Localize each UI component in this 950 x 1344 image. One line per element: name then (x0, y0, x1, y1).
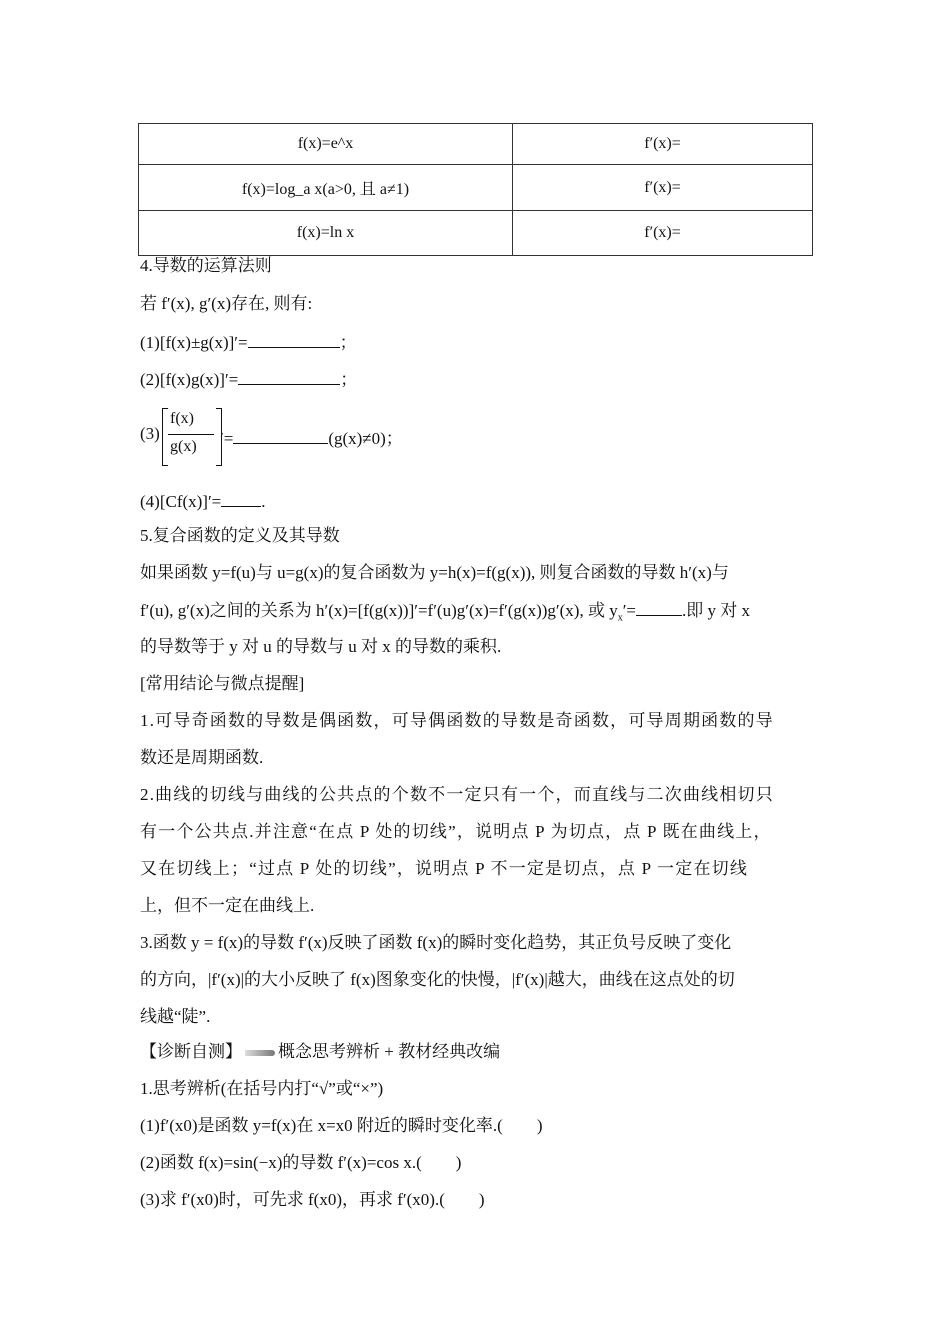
rule-2: (2)[f(x)g(x)]′= ； (140, 367, 357, 392)
table-row (139, 165, 813, 211)
rule-4: (4)[Cf(x)]′= . (140, 489, 266, 514)
rule-3-rest: ′= (g(x)≠0)； (220, 424, 403, 449)
common-p1-line-2: 数还是周期函数. (140, 748, 264, 767)
left-bracket (162, 408, 168, 466)
arrow-right-icon (245, 1050, 275, 1056)
answer-blank[interactable] (233, 426, 328, 444)
table-cell-function: f(x)=e^x (139, 124, 513, 165)
common-title: [常用结论与微点提醒] (140, 674, 305, 693)
common-p3-line-2: 的方向，|f′(x)|的大小反映了 f(x)图象变化的快慢，|f′(x)|越大，曲线在这点处的切 (140, 970, 735, 989)
section-5-line-2: f′(u), g′(x)之间的关系为 h′(x)=[f(g(x))]′=f′(u)g′(x)=f′(g(x))g′(x), 或 $y_x'=$ .即 y 对 x (140, 598, 750, 630)
section-5-title: 5.复合函数的定义及其导数 (140, 526, 340, 545)
answer-blank[interactable] (238, 367, 340, 385)
section-5-line-1: 如果函数 y=f(u)与 u=g(x)的复合函数为 y=h(x)=f(g(x)), 则复合函数的导数 h′(x)与 (140, 563, 729, 582)
rule-1: (1)[f(x)±g(x)]′= ； (140, 330, 357, 355)
common-p2-line-4: 上，但不一定在曲线上. (140, 896, 315, 915)
diagnosis-header (140, 1040, 500, 1064)
rule-4-text: (4)[Cf(x)]′= (140, 492, 222, 511)
common-p3-line-1: 3.函数 y = f(x)的导数 f′(x)反映了函数 f(x)的瞬时变化趋势，其正负号反映了变化 (140, 933, 732, 952)
fraction-bar (168, 434, 214, 435)
common-p3-line-3: 线越“陡”. (140, 1007, 211, 1026)
diagnosis-subtitle: 概念思考辨析 + 教材经典改编 (278, 1042, 501, 1061)
answer-blank[interactable] (221, 489, 261, 507)
fraction-numerator: f(x) (170, 410, 194, 427)
derivative-table (138, 123, 813, 256)
table-cell-derivative: f′(x)= (513, 124, 813, 165)
statement-1: (1)f′(x0)是函数 y=f(x)在 x=x0 附近的瞬时变化率.( ) (140, 1116, 543, 1135)
table-row (139, 211, 813, 256)
answer-blank[interactable] (636, 598, 682, 616)
common-p2-line-2: 有一个公共点.并注意“在点 P 处的切线”，说明点 P 为切点，点 P 既在曲线上， (140, 822, 772, 841)
rule-2-text: (2)[f(x)g(x)]′= (140, 370, 239, 389)
question-1: 1.思考辨析(在括号内打“√”或“×”) (140, 1079, 384, 1098)
common-p1-line-1: 1.可导奇函数的导数是偶函数，可导偶函数的导数是奇函数，可导周期函数的导 (140, 711, 774, 730)
rule-1-text: (1)[f(x)±g(x)]′= (140, 333, 248, 352)
rule-3-condition: (g(x)≠0) (328, 429, 386, 448)
diagnosis-label: 【诊断自测】 (140, 1042, 242, 1061)
table-cell-function: f(x)=ln x (139, 211, 513, 256)
fraction-denominator: g(x) (170, 438, 197, 455)
section-5-line-2b: .即 y 对 x (682, 601, 751, 620)
rule-3-label: (3) (140, 424, 160, 443)
answer-blank[interactable] (248, 330, 340, 348)
common-p2-line-1: 2.曲线的切线与曲线的公共点的个数不一定只有一个，而直线与二次曲线相切只 (140, 785, 774, 804)
statement-2: (2)函数 f(x)=sin(−x)的导数 f′(x)=cos x.( ) (140, 1153, 462, 1172)
section-5-line-2a: f′(u), g′(x)之间的关系为 h′(x)=[f(g(x))]′=f′(u)g′(x)=f′(g(x))g′(x), 或 y (140, 601, 618, 620)
table-row (139, 124, 813, 165)
table-cell-derivative: f′(x)= (513, 165, 813, 211)
section-4-title: 4.导数的运算法则 (140, 256, 272, 275)
statement-3: (3)求 f′(x0)时，可先求 f(x0)，再求 f′(x0).( ) (140, 1190, 485, 1209)
table-cell-derivative: f′(x)= (513, 211, 813, 256)
table-cell-function: f(x)=log_a x(a>0, 且 a≠1) (139, 165, 513, 211)
section-5-line-3: 的导数等于 y 对 u 的导数与 u 对 x 的导数的乘积. (140, 637, 502, 656)
common-p2-line-3: 又在切线上；“过点 P 处的切线”，说明点 P 不一定是切点，点 P 一定在切线 (140, 859, 749, 878)
section-4-intro: 若 f′(x), g′(x)存在, 则有: (140, 294, 313, 313)
